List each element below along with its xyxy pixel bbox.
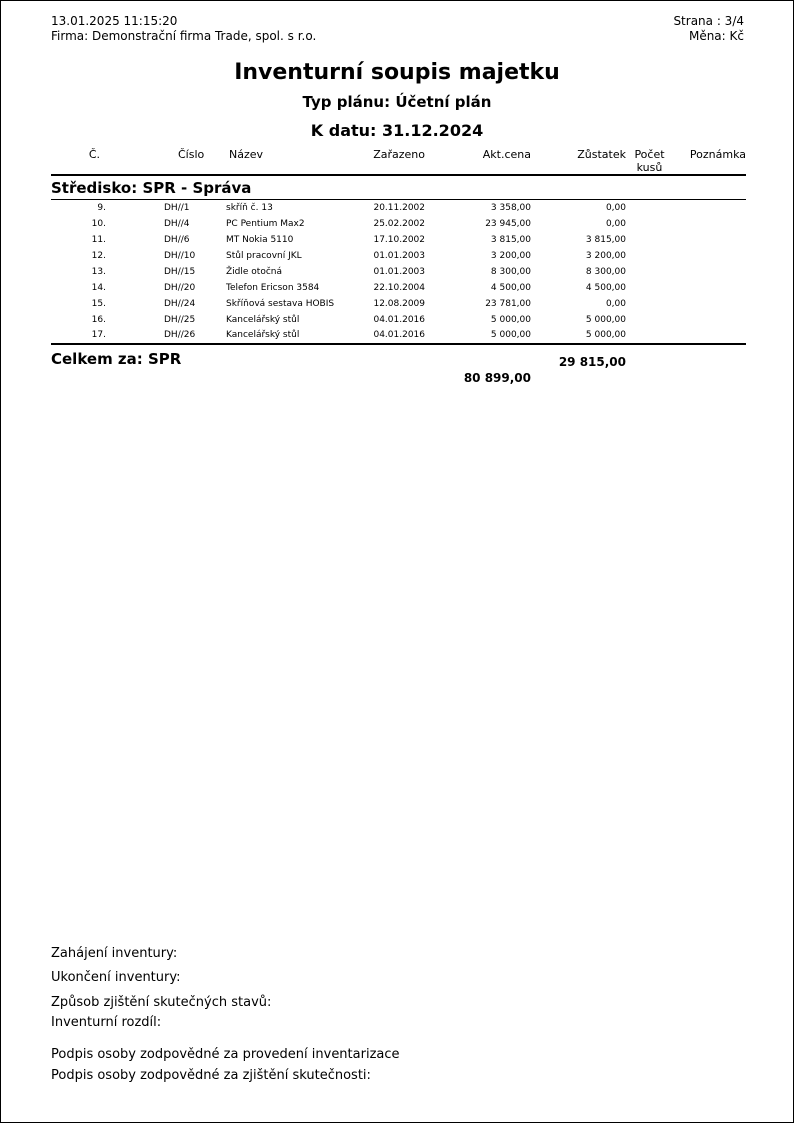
asset-number-cell: DH//25 [164,314,196,325]
balance-cell: 5 000,00 [531,328,626,344]
page-title: Inventurní soupis majetku [234,60,560,85]
col-header-name: Název [226,148,371,175]
date-included-cell: 12.08.2009 [373,298,425,309]
balance-cell: 4 500,00 [585,282,626,293]
cost-center-section-row [51,175,746,200]
col-header-included: Zařazeno [371,148,425,175]
balance-cell: 0,00 [605,218,626,229]
table-row [51,200,746,216]
asset-name-cell: Telefon Ericson 3584 [226,282,320,293]
current-price-cell: 8 300,00 [490,266,531,277]
note-cell [673,216,746,232]
asset-name-cell: Židle otočná [226,266,282,277]
empty-cell [673,369,746,385]
total-label: Celkem za: SPR [51,349,182,368]
asset-name-cell: skříň č. 13 [226,202,273,213]
date-included-cell: 25.02.2002 [373,218,425,229]
current-price-cell: 3 200,00 [490,250,531,261]
note-cell [673,264,746,280]
empty-cell [371,344,425,369]
empty-cell [51,369,425,385]
count-cell [626,248,673,264]
note-cell [673,312,746,328]
col-header-price: Akt.cena [425,148,531,175]
report-header-left [51,14,316,44]
current-price-cell: 3 815,00 [490,234,531,245]
empty-cell [673,344,746,369]
asset-table [51,148,746,385]
table-row [51,312,746,328]
totals-row-2 [51,369,746,385]
col-header-note: Poznámka [673,148,746,175]
asset-number-cell: DH//20 [164,282,196,293]
current-price-cell: 4 500,00 [490,282,531,293]
date-included-cell: 01.01.2003 [373,250,425,261]
empty-cell [425,344,531,369]
col-header-count-line1: Počet [634,148,665,161]
col-header-no: Č. [51,148,106,175]
note-cell [673,328,746,344]
stock-method-label: Způsob zjištění skutečných stavů: [51,995,272,1010]
current-price-cell: 5 000,00 [490,314,531,325]
column-header-row [51,148,746,175]
note-cell [673,296,746,312]
report-header-right [673,14,744,44]
asset-number-cell: DH//10 [164,250,196,261]
row-number-cell: 16. [91,314,106,325]
empty-cell [531,369,626,385]
balance-cell: 3 815,00 [585,234,626,245]
signature-actual-state-label: Podpis osoby zodpovědné za zjištění skutečnosti: [51,1068,371,1083]
date-included-cell: 20.11.2002 [373,202,425,213]
row-number-cell: 14. [91,282,106,293]
col-header-balance: Zůstatek [531,148,626,175]
row-number-cell: 12. [91,250,106,261]
report-datetime: 13.01.2025 11:15:20 [51,14,178,28]
cost-center-heading: Středisko: SPR - Správa [51,175,746,200]
as-of-date: K datu: 31.12.2024 [310,121,484,140]
count-cell [626,328,673,344]
row-number-cell: 13. [91,266,106,277]
currency-label: Měna: Kč [688,29,744,43]
date-included-cell: 04.01.2016 [373,314,425,325]
count-cell [626,264,673,280]
table-row [51,280,746,296]
row-number-cell: 11. [91,234,106,245]
table-row [51,264,746,280]
totals-row [51,344,746,369]
note-cell [673,248,746,264]
current-price-cell: 23 945,00 [485,218,531,229]
report-company: Firma: Demonstrační firma Trade, spol. s r.o. [51,29,317,43]
table-row [51,216,746,232]
empty-cell [626,369,673,385]
row-number-cell: 17. [51,328,106,344]
asset-name-cell: Stůl pracovní JKL [226,250,302,261]
inventory-difference-label: Inventurní rozdíl: [51,1015,162,1030]
count-cell [626,216,673,232]
count-cell [626,200,673,216]
note-cell [673,280,746,296]
current-price-cell: 5 000,00 [425,328,531,344]
current-price-cell: 3 358,00 [490,202,531,213]
date-included-cell: 22.10.2004 [373,282,425,293]
inventory-end-label: Ukončení inventury: [51,970,181,985]
asset-number-cell: DH//24 [164,298,196,309]
balance-cell: 3 200,00 [585,250,626,261]
date-included-cell: 04.01.2016 [371,328,425,344]
signature-inventory-execution-label: Podpis osoby zodpovědné za provedení inventarizace [51,1047,400,1062]
asset-name-cell: Kancelářský stůl [226,328,371,344]
col-header-number: Číslo [106,148,226,175]
balance-cell: 5 000,00 [585,314,626,325]
balance-cell: 0,00 [605,202,626,213]
table-row [51,296,746,312]
count-cell [626,280,673,296]
asset-name-cell: PC Pentium Max2 [226,218,305,229]
asset-number-cell: DH//26 [106,328,226,344]
empty-cell [626,344,673,369]
table-row [51,248,746,264]
asset-name-cell: Skříňová sestava HOBIS [226,298,335,309]
asset-number-cell: DH//1 [164,202,190,213]
note-cell [673,200,746,216]
count-cell [626,312,673,328]
asset-name-cell: MT Nokia 5110 [226,234,294,245]
row-number-cell: 9. [97,202,106,213]
current-price-cell: 23 781,00 [485,298,531,309]
page-number: Strana : 3/4 [673,14,744,28]
note-cell [673,232,746,248]
table-row [51,232,746,248]
date-included-cell: 01.01.2003 [373,266,425,277]
balance-cell: 8 300,00 [585,266,626,277]
asset-number-cell: DH//4 [164,218,190,229]
col-header-count [626,148,673,175]
table-row [51,328,746,344]
row-number-cell: 10. [91,218,106,229]
asset-number-cell: DH//6 [164,234,190,245]
col-header-count-line2: kusů [636,161,663,174]
asset-number-cell: DH//15 [164,266,196,277]
asset-name-cell: Kancelářský stůl [226,314,300,325]
count-cell [626,296,673,312]
plan-type-subtitle: Typ plánu: Účetní plán [302,93,492,111]
report-header [1,1,793,44]
price-total: 80 899,00 [463,370,531,385]
count-cell [626,232,673,248]
row-number-cell: 15. [91,298,106,309]
date-included-cell: 17.10.2002 [373,234,425,245]
balance-cell: 0,00 [605,298,626,309]
inventory-start-label: Zahájení inventury: [51,946,178,961]
balance-total: 29 815,00 [558,354,626,369]
